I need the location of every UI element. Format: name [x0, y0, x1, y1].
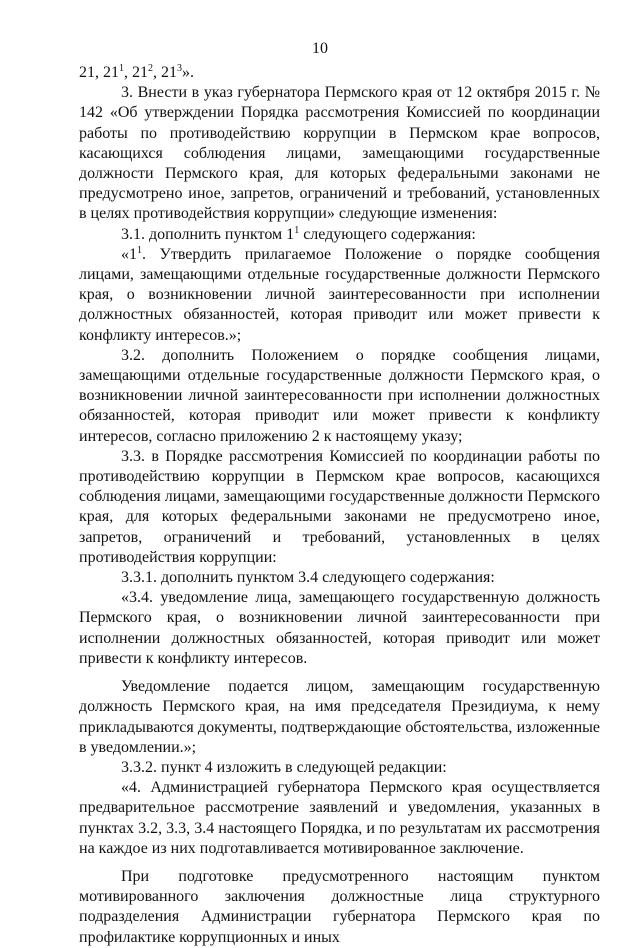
text-segment: следующего содержания: [299, 225, 476, 243]
superscript-index: 3 [177, 63, 182, 74]
paragraph-item-3-3-2 [79, 758, 600, 778]
text-segment: 3.3.2. пункт 4 изложить в следующей редакции: [121, 758, 447, 776]
paragraph-item-3-3 [79, 447, 600, 568]
text-segment: Уведомление подается лицом, замещающим государственную должность Пермского края, на имя председателя Президиума, к нему прикладываются документы, подтверждающие обстоятельства, изложенные в уведомлении.»; [79, 678, 600, 756]
paragraph-item-3-3-1 [79, 568, 600, 588]
superscript-index: 1 [137, 244, 142, 256]
text-segment: , 21 [153, 64, 177, 81]
text-segment: 3.3.1. дополнить пунктом 3.4 следующего содержания: [121, 569, 495, 587]
page-number: 10 [312, 40, 328, 57]
text-segment: ». [182, 64, 194, 81]
paragraph-item-3-2 [79, 346, 600, 447]
paragraph-quote-1-1 [79, 245, 600, 346]
paragraph-continuation [79, 63, 600, 83]
text-segment: . Утвердить прилагаемое Положение о порядке сообщения лицами, замещающими отдельные государственные должности Пермского края, о возникновении личной заинтересованности при исполнении должностных обязанностей, которая приводит или может привести к конфликту интересов.»; [79, 245, 600, 344]
text-segment: «1 [121, 245, 137, 263]
text-segment: 3. Внести в указ губернатора Пермского края от 12 октября 2015 г. № 142 «Об утверждении Порядка рассмотрения Комиссией по координации работы по противодействию коррупции в Пермском крае вопросов, касающихся соблюдения лицами, замещающими государственные должности Пермского края, для которых федеральными законами не предусмотрено иное, запретов, ограничений и требований, установленных в целях противодействия коррупции» следующие изменения: [79, 84, 600, 223]
paragraph-preparation [79, 867, 600, 948]
superscript-index: 2 [148, 63, 153, 74]
paragraph-item-3-1 [79, 225, 600, 245]
paragraph-item-3 [79, 83, 600, 224]
text-segment: 21, 21 [79, 64, 119, 81]
paragraph-quote-3-4 [79, 588, 600, 669]
superscript-index: 1 [119, 63, 124, 74]
text-segment: 3.3. в Порядке рассмотрения Комиссией по координации работы по противодействию коррупции в Пермском крае вопросов, касающихся соблюдения лицами, замещающими государственные должности Пермского края, для которых федеральными законами не предусмотрено иное, запретов, ограничений и требований, установленных в целях противодействия коррупции: [79, 447, 600, 566]
text-segment: При подготовке предусмотренного настоящим пунктом мотивированного заключения должностные лица структурного подразделения Администрации губернатора Пермского края по профилактике коррупционных и иных [79, 867, 600, 946]
text-segment: «3.4. уведомление лица, замещающего государственную должность Пермского края, о возникновении личной заинтересованности при исполнении должностных обязанностей, которая приводит или может привести к конфликту интересов. [79, 589, 600, 667]
text-segment: «4. Администрацией губернатора Пермского края осуществляется предварительное рассмотрение заявлений и уведомления, указанных в пунктах 3.2, 3.3, 3.4 настоящего Порядка, и по результатам их рассмотрения на каждое из них подготавливается мотивированное заключение. [79, 779, 600, 857]
paragraph-notification [79, 677, 600, 758]
text-segment: 3.2. дополнить Положением о порядке сообщения лицами, замещающими отдельные государственные должности Пермского края, о возникновении личной заинтересованности при исполнении должностных обязанностей, которая приводит или может привести к конфликту интересов, согласно приложению 2 к настоящему указу; [79, 346, 600, 445]
paragraph-quote-4 [79, 778, 600, 859]
text-segment: 3.1. дополнить пунктом 1 [121, 225, 295, 243]
document-body [79, 63, 600, 948]
text-segment: , 21 [124, 64, 148, 81]
superscript-index: 1 [294, 224, 300, 236]
